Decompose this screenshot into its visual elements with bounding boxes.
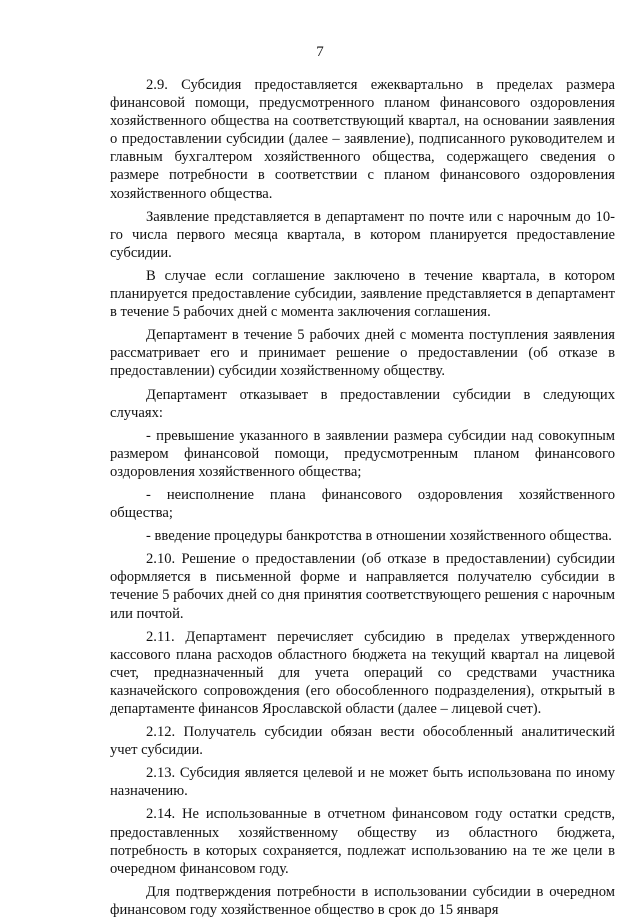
list-item-refusal-plan-failure: - неисполнение плана финансового оздоровления хозяйственного общества; — [110, 486, 615, 522]
paragraph-agreement-case: В случае если соглашение заключено в течение квартала, в котором планируется предоставление субсидии, заявление представляется в департамент в течение 5 рабочих дней с момента заключения соглашения. — [110, 267, 615, 321]
document-body — [110, 76, 615, 923]
list-item-refusal-excess: - превышение указанного в заявлении размера субсидии над совокупным размером финансовой помощи, предусмотренным планом финансового оздоровления хозяйственного общества; — [110, 427, 615, 480]
paragraph-2-13: 2.13. Субсидия является целевой и не может быть использована по иному назначению. — [110, 765, 615, 800]
page-number: 7 — [316, 44, 324, 60]
paragraph-application-deadline: Заявление представляется в департамент по почте или с нарочным до 10-го числа первого месяца квартала, в котором планируется предоставление субсидии. — [110, 208, 615, 261]
paragraph-2-14: 2.14. Не использованные в отчетном финансовом году остатки средств, предоставленных хозяйственному обществу из областного бюджета, потребность в которых сохраняется, подлежат использованию на те же цели в очередном финансовом году. — [110, 806, 615, 877]
paragraph-refusal-intro: Департамент отказывает в предоставлении субсидии в следующих случаях: — [110, 386, 615, 421]
paragraph-2-9: 2.9. Субсидия предоставляется ежеквартально в пределах размера финансовой помощи, предусмотренного планом финансового оздоровления хозяйственного общества на соответствующий квартал, на основании заявления о предоставлении субсидии (далее – заявление), подписанного руководителем и главным бухгалтером хозяйственного общества, содержащего сведения о размере потребности в соответствии с планом финансового оздоровления хозяйственного общества. — [110, 77, 615, 202]
paragraph-2-10: 2.10. Решение о предоставлении (об отказе в предоставлении) субсидии оформляется в письменной форме и направляется получателю субсидии в течение 5 рабочих дней со дня принятия соответствующего решения с нарочным или почтой. — [110, 551, 615, 622]
list-item-refusal-bankruptcy: - введение процедуры банкротства в отношении хозяйственного общества. — [146, 528, 612, 545]
paragraph-review-period: Департамент в течение 5 рабочих дней с момента поступления заявления рассматривает его и принимает решение о предоставлении (об отказе в предоставлении) субсидии хозяйственному обществу. — [110, 327, 615, 380]
paragraph-2-12: 2.12. Получатель субсидии обязан вести обособленный аналитический учет субсидии. — [110, 724, 615, 759]
paragraph-2-11: 2.11. Департамент перечисляет субсидию в пределах утвержденного кассового плана расходов областного бюджета на текущий квартал на лицевой счет, предназначенный для учета операций со средствами участника казначейского сопровождения (его обособленного подразделения), открытый в департаменте финансов Ярославской области (далее – лицевой счет). — [110, 628, 615, 717]
paragraph-confirmation: Для подтверждения потребности в использовании субсидии в очередном финансовом году хозяйственное общество в срок до 15 января — [110, 883, 615, 918]
